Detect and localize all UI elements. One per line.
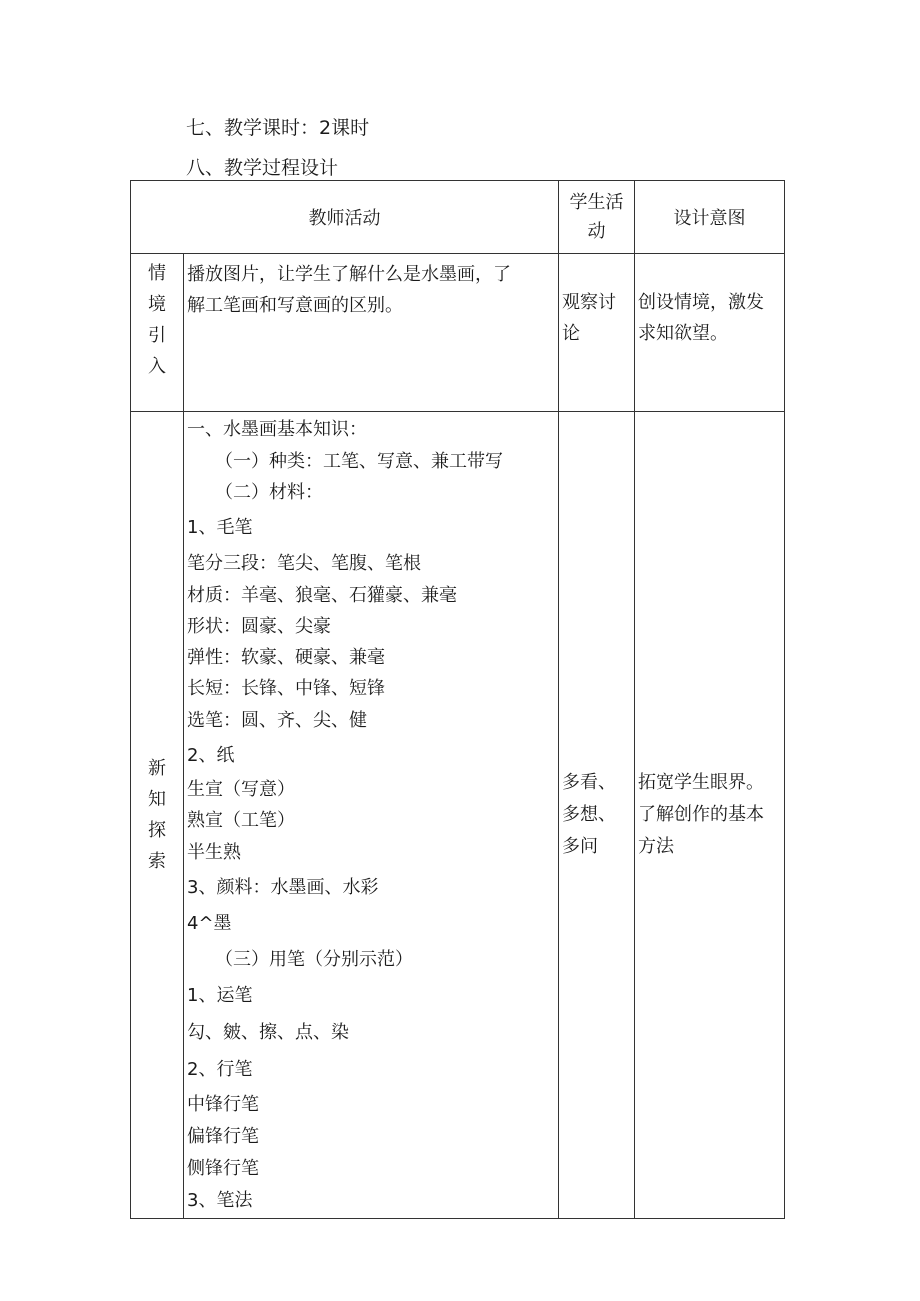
section-heading-lesson-hours: 七、教学课时：2课时	[186, 117, 370, 139]
content-line: 材质：羊毫、狼毫、石獾豪、兼毫	[187, 585, 457, 606]
content-line: 选笔：圆、齐、尖、健	[187, 710, 367, 731]
content-line: 生宣（写意）	[187, 779, 295, 800]
content-line: 1、运笔	[187, 985, 253, 1006]
content-line: 3、颜料：水墨画、水彩	[187, 877, 379, 898]
student-activity-cell: 多看、 多想、 多问	[559, 412, 635, 1219]
table-header-row	[131, 181, 785, 254]
content-line: 长短：长锋、中锋、短锋	[187, 678, 385, 699]
content-line: 熟宣（工笔）	[187, 810, 295, 831]
content-line: 2、纸	[187, 745, 235, 766]
content-line: 形状：圆豪、尖豪	[187, 616, 331, 637]
content-line: 勾、皴、擦、点、染	[187, 1022, 349, 1043]
teacher-activity-cell: 播放图片，让学生了解什么是水墨画，了 解工笔画和写意画的区别。	[184, 254, 559, 412]
table-row	[131, 254, 785, 412]
content-line: 弹性：软豪、硬豪、兼毫	[187, 647, 385, 668]
content-line: 一、水墨画基本知识：	[187, 419, 367, 440]
content-line: 笔分三段：笔尖、笔腹、笔根	[187, 553, 421, 574]
header-student-activity: 学生活 动	[559, 181, 635, 254]
stage-label-new-knowledge: 新 知 探 索	[131, 412, 184, 1219]
content-line: （三）用笔（分别示范）	[215, 949, 413, 970]
content-line: 偏锋行笔	[187, 1126, 259, 1147]
lesson-plan-table	[130, 180, 785, 1219]
table-row	[131, 412, 785, 1219]
student-activity-cell: 观察讨 论	[559, 254, 635, 412]
content-line: 2、行笔	[187, 1059, 253, 1080]
content-line: 半生熟	[187, 842, 241, 863]
content-line: 1、毛笔	[187, 517, 253, 538]
header-teacher-activity: 教师活动	[131, 181, 559, 254]
header-design-intent: 设计意图	[635, 181, 785, 254]
content-line: 3、笔法	[187, 1190, 253, 1211]
content-line: 中锋行笔	[187, 1094, 259, 1115]
section-heading-process-design: 八、教学过程设计	[186, 157, 339, 179]
design-intent-cell: 创设情境，激发 求知欲望。	[635, 254, 785, 412]
content-line: （一）种类：工笔、写意、兼工带写	[215, 451, 503, 472]
stage-label-situation: 情 境 引 入	[131, 254, 184, 412]
teacher-activity-cell	[184, 412, 559, 1219]
content-line: 4^墨	[187, 913, 232, 934]
content-line: （二）材料：	[215, 482, 323, 503]
design-intent-cell: 拓宽学生眼界。 了解创作的基本 方法	[635, 412, 785, 1219]
content-line: 侧锋行笔	[187, 1158, 259, 1179]
